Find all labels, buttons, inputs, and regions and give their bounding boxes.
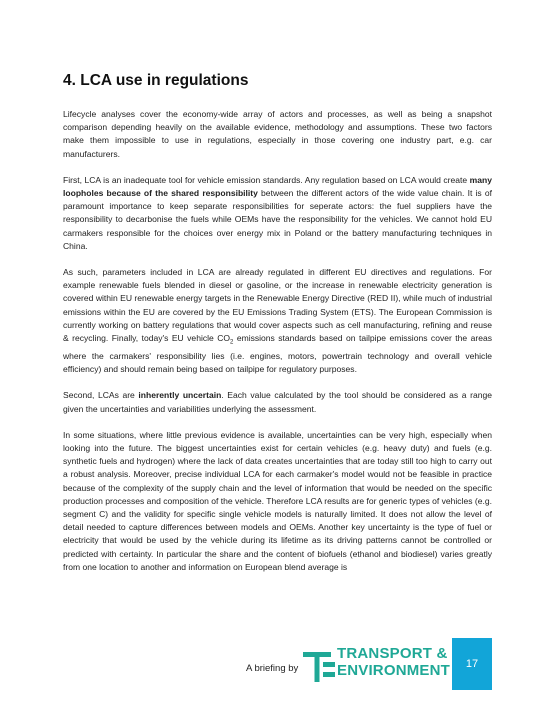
co2-subscript: 2	[230, 339, 234, 346]
logo-line-1: TRANSPORT &	[337, 645, 448, 662]
paragraph-4-bold: inherently uncertain	[138, 390, 222, 401]
paragraph-5: In some situations, where little previous evidence is available, uncertainties can be very high, especially when looking into the future. The biggest uncertainties exist for certain vehicles (e.g. heavy duty) and fuels (e.g. synthetic fuels and hydrogen) where the lack of data creates uncertainties that are today still too high to carry out a robust analysis. Moreover, precise individual LCA for each carmaker's model would not be feasible in practice because of the complexity of the supply chain and the level of information that would be needed on the specific production processes and composition of the vehicle. Therefore LCA results are for generic types of vehicles (e.g. segment C) and the validity for specific single vehicle models is naturally limited. It does not allow the level of detail needed to capture differences between models and OEMs. Another key uncertainty is the type of fuel or electricity that would be used by the vehicle during its lifetime as its driving patterns cannot be controlled or predicted with certainty. In particular the share and the content of biofuels (ethanol and biodiesel) varies greatly from one location to another and information on European blend average is	[63, 429, 492, 572]
paragraph-4-pre: Second, LCAs are	[63, 390, 139, 401]
paragraph-2	[63, 174, 492, 253]
paragraph-4-post: . Each value calculated by the tool should be considered as a range given the uncertainties and variabilities underlying the assessment.	[63, 390, 492, 414]
paragraph-3-post: emissions standards based on tailpipe emissions cover the areas where the carmakers' responsibility lies (i.e. engines, motors, powertrain technology and overall vehicle efficiency) and should remain being based on tailpipe for regulatory purposes.	[63, 333, 492, 375]
paragraph-1: Lifecycle analyses cover the economy-wide array of actors and processes, as well as being a snapshot comparison depending heavily on the available evidence, methodology and assumptions. These two factors make them impossible to use in regulations, especially in those covering one industry part, e.g. car manufacturers.	[63, 109, 492, 159]
page-footer	[0, 638, 556, 720]
paragraph-4	[63, 389, 492, 415]
briefing-label: A briefing by	[246, 663, 299, 674]
page-number: 17	[452, 638, 492, 690]
logo-wordmark	[337, 645, 450, 679]
paragraph-3	[63, 266, 492, 376]
logo-line-2: ENVIRONMENT	[337, 662, 451, 679]
paragraph-2-post: between the different actors of the wide value chain. It is of paramount importance to keep separate responsibilities for seperate actors: the fuel suppliers have the responsibility to decarbonise the fuels while OEMs have the responsibility for the vehicles. We cannot hold EU carmakers responsible for the choices over energy mix in Poland or the battery manufacturing techniques in China.	[63, 188, 492, 251]
section-heading: 4. LCA use in regulations	[63, 72, 249, 89]
document-body	[63, 72, 492, 587]
paragraph-3-pre: As such, parameters included in LCA are already regulated in different EU directives and regulations. For example renewable fuels blended in diesel or gasoline, or the increase in renewable electricity generation is covered within EU renewable energy targets in the Renewable Energy Directive (RED II), while much of industrial emissions within the EU are covered by the EU Emissions Trading System (ETS). The European Commission is currently working on battery regulations that would cover aspects such as cell manufacturing, refining and reuse & recycling. Finally, today's EU vehicle CO	[63, 267, 492, 344]
paragraph-2-bold: many loopholes because of the shared responsibility	[63, 174, 492, 199]
paragraph-2-pre: First, LCA is an inadequate tool for vehicle emission standards. Any regulation based on LCA would create	[63, 174, 470, 185]
